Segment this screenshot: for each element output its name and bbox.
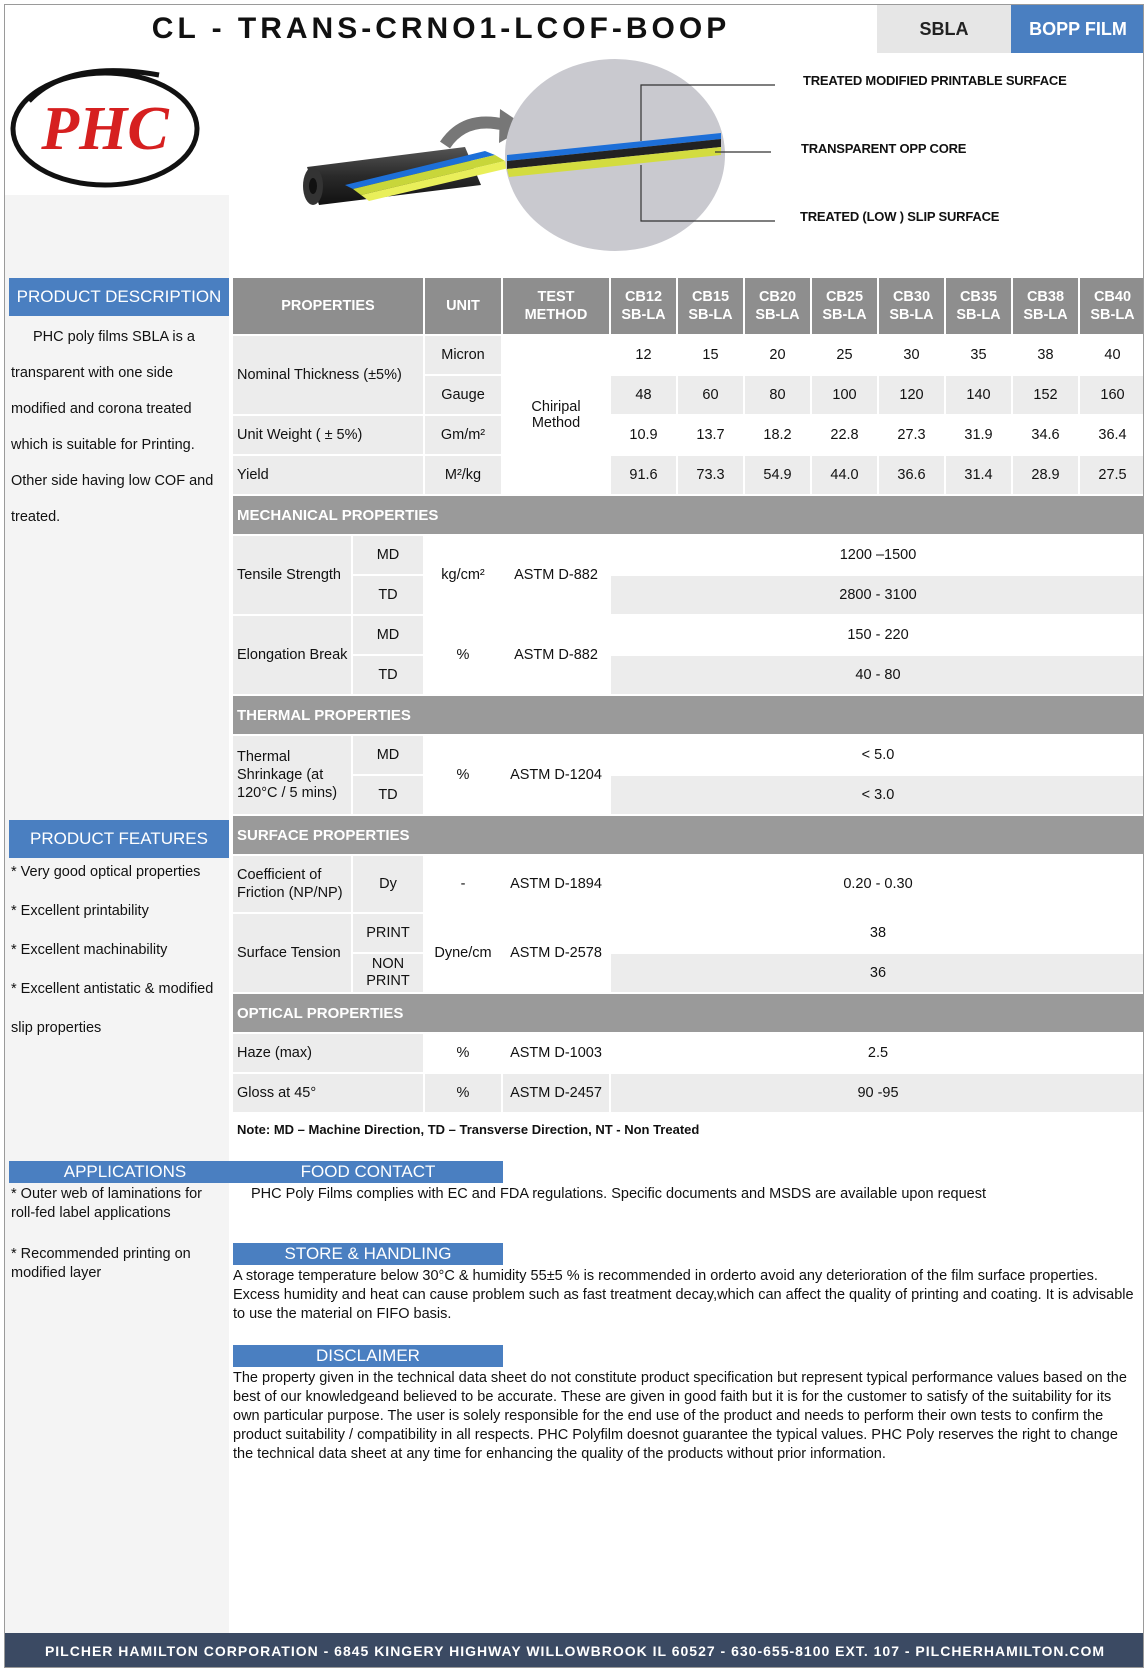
row-label-haze: Haze (max) [233,1034,423,1072]
product-type-tag: BOPP FILM [1011,5,1144,53]
tensile-td-value: 2800 - 3100 [611,576,1144,614]
description-line: modified and corona treated [11,401,192,417]
unit-yield: M²/kg [425,456,501,494]
yield-value: 73.3 [678,456,743,494]
food-contact-heading: FOOD CONTACT [233,1161,503,1183]
tension-method: ASTM D-2578 [503,914,609,992]
description-line: Other side having low COF and [11,473,214,489]
yield-value: 28.9 [1013,456,1078,494]
col-header-grade [879,278,944,334]
gloss-method: ASTM D-2457 [503,1074,609,1112]
col-header-properties: PROPERTIES [233,278,423,334]
haze-unit: % [425,1034,501,1072]
gloss-unit: % [425,1074,501,1112]
shrinkage-md-label: MD [353,736,423,774]
row-label-yield: Yield [233,456,423,494]
unit-weight-value: 13.7 [678,416,743,454]
unit-weight-value: 34.6 [1013,416,1078,454]
thickness-gauge-value: 48 [611,376,676,414]
tension-non-print-value: 36 [611,954,1144,992]
thickness-micron-value: 30 [879,336,944,374]
grade-suffix: SB-LA [956,307,1001,323]
layer-label-bottom: TREATED (LOW ) SLIP SURFACE [800,209,1000,224]
tension-unit: Dyne/cm [425,914,501,992]
thickness-gauge-value: 80 [745,376,810,414]
band-optical-properties: OPTICAL PROPERTIES [233,994,1144,1032]
grade-code: CB40 [1093,289,1132,305]
cof-method: ASTM D-1894 [503,856,609,912]
grade-suffix: SB-LA [755,307,800,323]
grade-code: CB12 [624,289,663,305]
elongation-td-label: TD [353,656,423,694]
datasheet-page [4,4,1144,1668]
unit-weight-value: 22.8 [812,416,877,454]
elongation-method: ASTM D-882 [503,616,609,694]
thickness-gauge-value: 100 [812,376,877,414]
thickness-micron-value: 35 [946,336,1011,374]
thickness-gauge-value: 60 [678,376,743,414]
store-handling-heading: STORE & HANDLING [233,1243,503,1265]
description-line: transparent with one side [11,365,174,381]
grade-suffix: SB-LA [1023,307,1068,323]
cof-unit: - [425,856,501,912]
yield-value: 36.6 [879,456,944,494]
gloss-value: 90 -95 [611,1074,1144,1112]
tension-non-print-label: NON PRINT [353,954,423,992]
tension-print-label: PRINT [353,914,423,952]
col-header-test-method: TEST METHOD [503,278,609,334]
product-features-heading: PRODUCT FEATURES [9,820,229,858]
row-label-gloss: Gloss at 45° [233,1074,423,1112]
elongation-md-label: MD [353,616,423,654]
cof-sub-label: Dy [353,856,423,912]
tensile-td-label: TD [353,576,423,614]
feature-item: * Very good optical properties [11,864,201,880]
yield-value: 54.9 [745,456,810,494]
grade-code: CB20 [758,289,797,305]
thickness-gauge-value: 160 [1080,376,1144,414]
feature-item: slip properties [11,1020,102,1036]
film-structure-illustration [295,55,1095,255]
col-header-grade [946,278,1011,334]
row-label-unit-weight: Unit Weight ( ± 5%) [233,416,423,454]
thickness-micron-value: 15 [678,336,743,374]
description-line: PHC poly films SBLA is a [33,329,195,345]
grade-tag: SBLA [877,5,1011,53]
col-header-grade [745,278,810,334]
shrinkage-md-value: < 5.0 [611,736,1144,774]
disclaimer-text: The property given in the technical data sheet do not constitute product specification but represent typical performance values based on the best of our knowledgeand believed to be accurate. These are given in good faith but it is for the customer to satisfy of the suitability for its own particular purpose. The user is solely responsible for the end use of the product and needs to perform their own tests to confirm the product suitability / compatibility in all respects. PHC Polyfilm doesnot guarantee the typical values. PHC Poly reserves the right to change the technical data sheet at any time for enhancing the quality of the products without prior information. [233,1370,1127,1462]
grade-suffix: SB-LA [621,307,666,323]
elongation-unit: % [425,616,501,694]
grade-suffix: SB-LA [688,307,733,323]
haze-method: ASTM D-1003 [503,1034,609,1072]
grade-suffix: SB-LA [889,307,934,323]
row-label-elongation-break: Elongation Break [233,616,351,694]
row-label-tensile-strength: Tensile Strength [233,536,351,614]
unit-weight-value: 36.4 [1080,416,1144,454]
tension-print-value: 38 [611,914,1144,952]
feature-item: * Excellent antistatic & modified [11,981,214,997]
grade-code: CB35 [959,289,998,305]
grade-code: CB15 [691,289,730,305]
unit-weight-value: 27.3 [879,416,944,454]
applications-item: * Recommended printing on modified layer [11,1246,191,1281]
thickness-micron-value: 38 [1013,336,1078,374]
unit-gsm: Gm/m² [425,416,501,454]
shrinkage-td-label: TD [353,776,423,814]
store-handling-text: A storage temperature below 30°C & humidity 55±5 % is recommended in orderto avoid any deterioration of the film surface properties. Excess humidity and heat can cause problem such as fast treatment decay,which can affect the quality of printing and coating. It is advisable to use the material on FIFO basis. [233,1268,1134,1322]
band-thermal-properties: THERMAL PROPERTIES [233,696,1144,734]
unit-gauge: Gauge [425,376,501,414]
logo-text: PHC [41,95,169,163]
product-description-heading: PRODUCT DESCRIPTION [9,278,229,316]
unit-weight-value: 10.9 [611,416,676,454]
food-contact-text: PHC Poly Films complies with EC and FDA regulations. Specific documents and MSDS are available upon request [251,1186,987,1202]
tensile-md-value: 1200 –1500 [611,536,1144,574]
shrinkage-method: ASTM D-1204 [503,736,609,814]
table-note: Note: MD – Machine Direction, TD – Transverse Direction, NT - Non Treated [237,1122,700,1137]
shrinkage-unit: % [425,736,501,814]
col-header-grade [1013,278,1078,334]
band-surface-properties: SURFACE PROPERTIES [233,816,1144,854]
thickness-micron-value: 25 [812,336,877,374]
haze-value: 2.5 [611,1034,1144,1072]
feature-item: * Excellent printability [11,903,149,919]
yield-value: 31.4 [946,456,1011,494]
thickness-micron-value: 20 [745,336,810,374]
disclaimer-heading: DISCLAIMER [233,1345,503,1367]
yield-value: 44.0 [812,456,877,494]
row-label-cof: Coefficient of Friction (NP/NP) [233,856,351,912]
col-header-grade [611,278,676,334]
product-features-list [11,853,229,1048]
page-title: CL - TRANS-CRNO1-LCOF-BOOP [151,12,731,45]
method-chiripal: Chiripal Method [503,336,609,494]
yield-value: 27.5 [1080,456,1144,494]
unit-micron: Micron [425,336,501,374]
grade-suffix: SB-LA [822,307,867,323]
col-header-grade [678,278,743,334]
thickness-micron-value: 40 [1080,336,1144,374]
thickness-micron-value: 12 [611,336,676,374]
col-header-grade [812,278,877,334]
tensile-method: ASTM D-882 [503,536,609,614]
unit-weight-value: 31.9 [946,416,1011,454]
cof-value: 0.20 - 0.30 [611,856,1144,912]
product-description-text [11,319,229,535]
layer-label-core: TRANSPARENT OPP CORE [801,141,967,156]
description-line: which is suitable for Printing. [11,437,195,453]
tensile-md-label: MD [353,536,423,574]
phc-logo [9,61,209,199]
row-label-nominal-thickness: Nominal Thickness (±5%) [233,336,423,414]
feature-item: * Excellent machinability [11,942,168,958]
band-mechanical-properties: MECHANICAL PROPERTIES [233,496,1144,534]
row-label-surface-tension: Surface Tension [233,914,351,992]
applications-heading: APPLICATIONS [9,1161,241,1183]
footer-address: PILCHER HAMILTON CORPORATION - 6845 KINGERY HIGHWAY WILLOWBROOK IL 60527 - 630-655-8100 EXT. 107 - PILCHERHAMILTON.COM [5,1633,1144,1668]
yield-value: 91.6 [611,456,676,494]
grade-suffix: SB-LA [1090,307,1135,323]
tensile-unit: kg/cm² [425,536,501,614]
layer-label-top: TREATED MODIFIED PRINTABLE SURFACE [803,73,1067,88]
shrinkage-td-value: < 3.0 [611,776,1144,814]
elongation-td-value: 40 - 80 [611,656,1144,694]
applications-item: * Outer web of laminations for roll-fed label applications [11,1186,203,1221]
thickness-gauge-value: 152 [1013,376,1078,414]
unit-weight-value: 18.2 [745,416,810,454]
grade-code: CB25 [825,289,864,305]
grade-code: CB30 [892,289,931,305]
thickness-gauge-value: 120 [879,376,944,414]
row-label-thermal-shrinkage: Thermal Shrinkage (at 120°C / 5 mins) [233,736,351,814]
col-header-unit: UNIT [425,278,501,334]
thickness-gauge-value: 140 [946,376,1011,414]
col-header-grade [1080,278,1144,334]
elongation-md-value: 150 - 220 [611,616,1144,654]
description-line: treated. [11,509,61,525]
grade-code: CB38 [1026,289,1065,305]
